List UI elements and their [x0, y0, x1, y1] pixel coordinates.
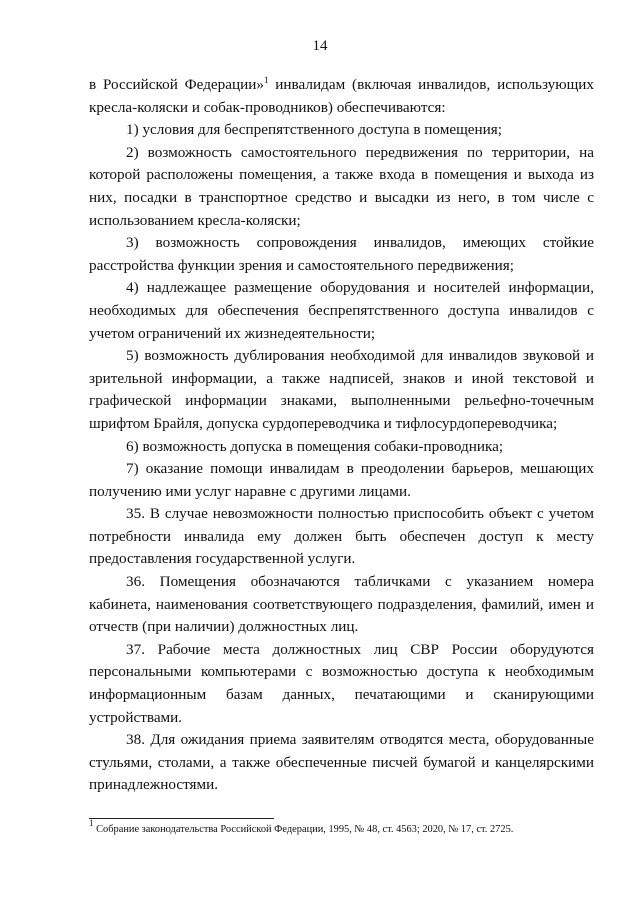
- list-item-5: 5) возможность дублирования необходимой для инвалидов звуковой и зрительной информации, а также надписей, знаков и иной текстовой и графической информации знаками, выполненными рельефно-точечным шрифтом Брайля, допуска сурдопереводчика и тифлосурдопереводчика;: [89, 347, 594, 432]
- list-item-6: 6) возможность допуска в помещения собаки-проводника;: [126, 437, 504, 455]
- footnote-text: Собрание законодательства Российской Федерации, 1995, № 48, ст. 4563; 2020, № 17, ст. 2725.: [93, 824, 514, 835]
- clause-38: 38. Для ожидания приема заявителям отводятся места, оборудованные стульями, столами, а также обеспеченные писчей бумагой и канцелярскими принадлежностями.: [89, 731, 594, 794]
- footnote-ref: 1: [263, 75, 269, 85]
- page-number: 14: [312, 38, 328, 54]
- list-item-2: 2) возможность самостоятельного передвижения по территории, на которой расположены помещения, а также входа в помещения и выхода из них, посадки в транспортное средство и высадки из него, в том числе с использованием кресла-коляски;: [89, 143, 594, 229]
- footnote-marker: 1: [89, 818, 94, 828]
- paragraph-text-tail: инвалидам (включая инвалидов, использующих кресла-коляски и собак-проводников) обеспечиваются:: [89, 76, 594, 116]
- body-text: [89, 74, 594, 797]
- clause-36: 36. Помещения обозначаются табличками с указанием номера кабинета, наименования соответствующего подразделения, фамилий, имен и отчеств (при наличии) должностных лиц.: [89, 573, 594, 636]
- paragraph-text: в Российской Федерации»: [89, 76, 264, 93]
- list-item-1: 1) условия для беспрепятственного доступа в помещения;: [126, 121, 502, 139]
- list-item-4: 4) надлежащее размещение оборудования и носителей информации, необходимых для обеспечения беспрепятственного доступа инвалидов с учетом ограничений их жизнедеятельности;: [89, 279, 594, 342]
- list-item-7: 7) оказание помощи инвалидам в преодолении барьеров, мешающих получению ими услуг наравне с другими лицами.: [89, 460, 594, 500]
- list-item-3: 3) возможность сопровождения инвалидов, имеющих стойкие расстройства функции зрения и самостоятельного передвижения;: [89, 234, 594, 274]
- footnote: [89, 818, 609, 837]
- clause-37: 37. Рабочие места должностных лиц СВР России оборудуются персональными компьютерами с возможностью доступа к необходимым информационным базам данных, печатающими и сканирующими устройствами.: [89, 640, 594, 726]
- clause-35: 35. В случае невозможности полностью приспособить объект с учетом потребности инвалида ему должен быть обеспечен доступ к месту предоставления государственной услуги.: [89, 505, 594, 568]
- paragraph-intro: [89, 74, 594, 119]
- footnote-divider: [89, 818, 274, 819]
